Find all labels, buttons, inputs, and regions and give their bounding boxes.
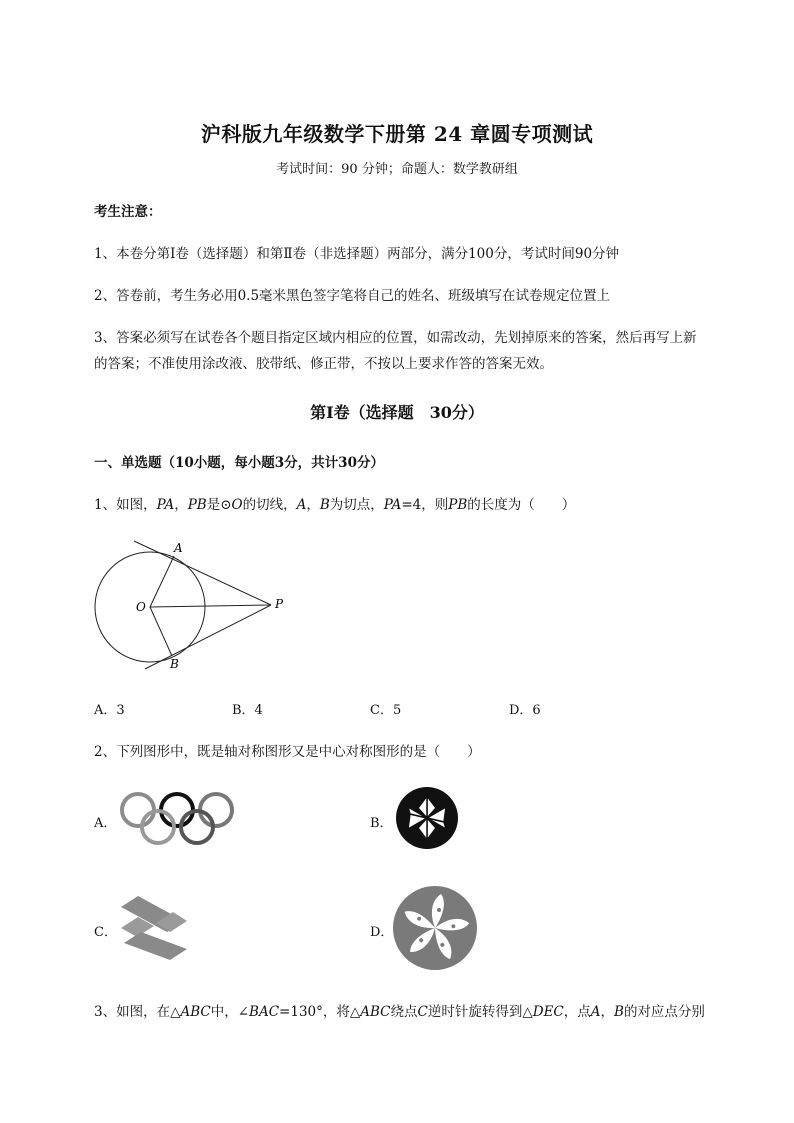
notice-item-1: 1、本卷分第Ⅰ卷（选择题）和第Ⅱ卷（非选择题）两部分，满分100分，考试时间90分钟 xyxy=(94,246,620,262)
notice-item-3: 3、答案必须写在试卷各个题目指定区域内相应的位置，如需改动，先划掉原来的答案，然后再写上新 xyxy=(94,330,697,346)
tangent-figure xyxy=(90,535,300,675)
hexagram-logo-image xyxy=(395,786,459,850)
label-P: P xyxy=(275,597,284,611)
label-A: A xyxy=(174,541,183,555)
question-3-text: 3、如图，在△ABC中，∠BAC=130°，将△ABC绕点C逆时针旋转得到△DEC，点A，B的对应点分别 xyxy=(94,1004,705,1020)
q1-option-b: B．4 xyxy=(232,703,263,718)
question-2-text: 2、下列图形中，既是轴对称图形又是中心对称图形的是（ ） xyxy=(94,744,481,760)
q2-option-b: B． xyxy=(370,816,393,831)
notice-heading: 考生注意： xyxy=(94,204,162,220)
part-heading: 一、单选题（10小题，每小题3分，共计30分） xyxy=(94,455,384,471)
q2-option-c: C． xyxy=(94,925,117,940)
q2-option-a: A． xyxy=(94,816,117,831)
suzuki-logo-image xyxy=(118,893,190,963)
q2-option-d: D． xyxy=(370,925,394,940)
notice-item-2: 2、答卷前，考生务必用0.5毫米黑色签字笔将自己的姓名、班级填写在试卷规定位置上 xyxy=(94,288,611,304)
q1-option-a: A．3 xyxy=(94,703,125,718)
label-B: B xyxy=(170,657,179,671)
olympic-rings-image xyxy=(118,790,238,850)
bauhinia-flag-image xyxy=(390,883,480,973)
label-O: O xyxy=(136,600,146,614)
notice-item-3-cont: 的答案；不准使用涂改液、胶带纸、修正带，不按以上要求作答的答案无效。 xyxy=(94,356,553,372)
q1-option-d: D．6 xyxy=(509,703,541,718)
page-title: 沪科版九年级数学下册第 24 章圆专项测试 xyxy=(200,122,594,146)
section-title: 第Ⅰ卷（选择题 30分） xyxy=(310,403,484,422)
question-1-text: 1、如图，PA，PB是⊙O的切线，A，B为切点，PA=4，则PB的长度为（ ） xyxy=(94,497,576,513)
q1-option-c: C．5 xyxy=(370,703,402,718)
page-subtitle: 考试时间：90 分钟；命题人：数学教研组 xyxy=(276,162,518,177)
